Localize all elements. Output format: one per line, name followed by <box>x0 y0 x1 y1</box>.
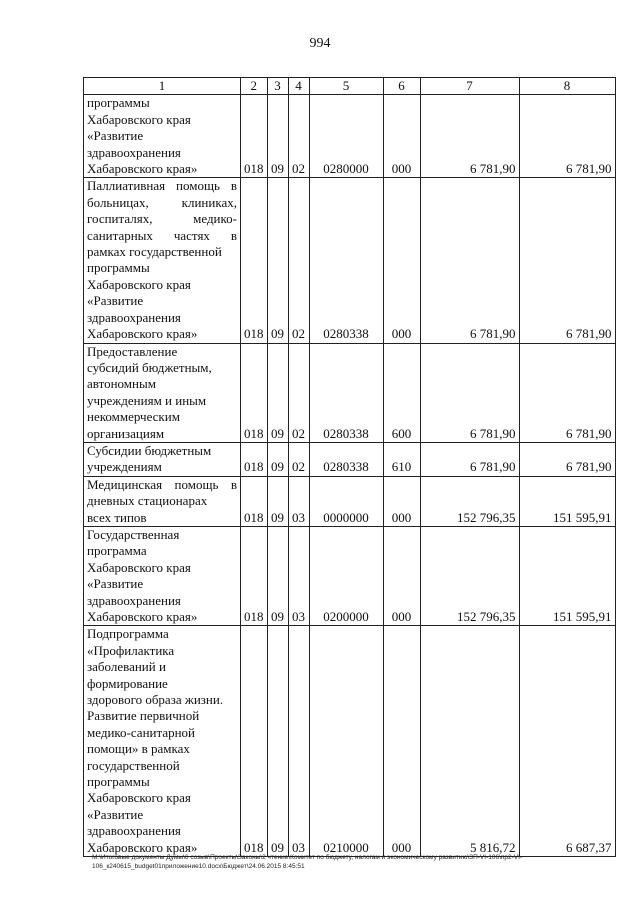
row-section-code: 09 <box>267 476 288 526</box>
row-amount-1: 6 781,90 <box>420 442 519 476</box>
header-col-1: 1 <box>84 78 241 95</box>
row-section-code: 09 <box>267 526 288 625</box>
page-number: 994 <box>309 36 331 51</box>
row-ministry-code: 018 <box>241 343 268 442</box>
row-name: Предоставление субсидий бюджетным, автономным учреждениям и иным некоммерческим организациям <box>84 343 241 442</box>
row-amount-2: 6 781,90 <box>519 95 615 178</box>
header-col-4: 4 <box>288 78 309 95</box>
row-amount-1: 6 781,90 <box>420 178 519 343</box>
row-amount-2: 6 781,90 <box>519 343 615 442</box>
row-name: Медицинская помощь в дневных стационарах всех типов <box>84 476 241 526</box>
budget-table <box>83 77 616 857</box>
row-subsection-code: 03 <box>288 476 309 526</box>
row-expense-type: 000 <box>383 95 420 178</box>
row-amount-2: 151 595,91 <box>519 476 615 526</box>
row-ministry-code: 018 <box>241 178 268 343</box>
row-name: Паллиативная помощь в больницах, клиниках, госпиталях, медико-санитарных частях в рамках государственной программы Хабаровского края «Развитие здравоохранения Хабаровского края» <box>84 178 241 343</box>
row-expense-type: 000 <box>383 526 420 625</box>
row-expense-type: 000 <box>383 476 420 526</box>
row-name: программы Хабаровского края «Развитие здравоохранения Хабаровского края» <box>84 95 241 178</box>
row-ministry-code: 018 <box>241 626 268 857</box>
row-name: Субсидии бюджетным учреждениям <box>84 442 241 476</box>
row-amount-1: 5 816,72 <box>420 626 519 857</box>
table-row <box>84 626 616 857</box>
row-ministry-code: 018 <box>241 476 268 526</box>
row-target-code: 0200000 <box>309 526 383 625</box>
row-section-code: 09 <box>267 95 288 178</box>
row-target-code: 0280338 <box>309 442 383 476</box>
row-amount-1: 6 781,90 <box>420 343 519 442</box>
header-col-5: 5 <box>309 78 383 95</box>
row-expense-type: 610 <box>383 442 420 476</box>
table-row <box>84 178 616 343</box>
table-row <box>84 476 616 526</box>
table-row <box>84 343 616 442</box>
row-amount-1: 6 781,90 <box>420 95 519 178</box>
row-amount-1: 152 796,35 <box>420 526 519 625</box>
file-path-footer <box>92 853 612 871</box>
row-section-code: 09 <box>267 626 288 857</box>
row-amount-2: 151 595,91 <box>519 526 615 625</box>
row-section-code: 09 <box>267 442 288 476</box>
row-name: Подпрограмма «Профилактика заболеваний и формирование здорового образа жизни. Развитие первичной медико-санитарной помощи» в рамках государственной программы Хабаровского края «Развитие здравоохранения Хабаровского края» <box>84 626 241 857</box>
row-ministry-code: 018 <box>241 95 268 178</box>
row-subsection-code: 02 <box>288 95 309 178</box>
row-ministry-code: 018 <box>241 526 268 625</box>
row-target-code: 0000000 <box>309 476 383 526</box>
row-amount-2: 6 781,90 <box>519 178 615 343</box>
header-col-7: 7 <box>420 78 519 95</box>
row-target-code: 0280338 <box>309 343 383 442</box>
row-section-code: 09 <box>267 343 288 442</box>
row-amount-1: 152 796,35 <box>420 476 519 526</box>
header-col-3: 3 <box>267 78 288 95</box>
table-row <box>84 95 616 178</box>
file-path-line-2: 106_к240615_budget01приложение10.docx\Бюджет\24.06.2015 8:45:51 <box>92 863 305 870</box>
table-row <box>84 442 616 476</box>
row-subsection-code: 02 <box>288 178 309 343</box>
row-expense-type: 000 <box>383 178 420 343</box>
header-col-8: 8 <box>519 78 615 95</box>
row-target-code: 0280338 <box>309 178 383 343</box>
table-row <box>84 526 616 625</box>
header-col-2: 2 <box>241 78 268 95</box>
row-name: Государственная программа Хабаровского края «Развитие здравоохранения Хабаровского края» <box>84 526 241 625</box>
row-target-code: 0280000 <box>309 95 383 178</box>
header-col-6: 6 <box>383 78 420 95</box>
row-amount-2: 6 781,90 <box>519 442 615 476</box>
row-subsection-code: 02 <box>288 442 309 476</box>
row-expense-type: 000 <box>383 626 420 857</box>
row-amount-2: 6 687,37 <box>519 626 615 857</box>
row-subsection-code: 03 <box>288 626 309 857</box>
row-section-code: 09 <box>267 178 288 343</box>
row-expense-type: 600 <box>383 343 420 442</box>
file-path-line-1: M:\Итоговые документы Думы\6 созыв\Проекты\Законы\2 чтение\Комитет по бюджету, налогам и экономическому развитию\ЗП-VI-106\пр2-VI- <box>92 854 523 861</box>
row-subsection-code: 02 <box>288 343 309 442</box>
header-row <box>84 78 616 95</box>
row-ministry-code: 018 <box>241 442 268 476</box>
row-target-code: 0210000 <box>309 626 383 857</box>
row-subsection-code: 03 <box>288 526 309 625</box>
